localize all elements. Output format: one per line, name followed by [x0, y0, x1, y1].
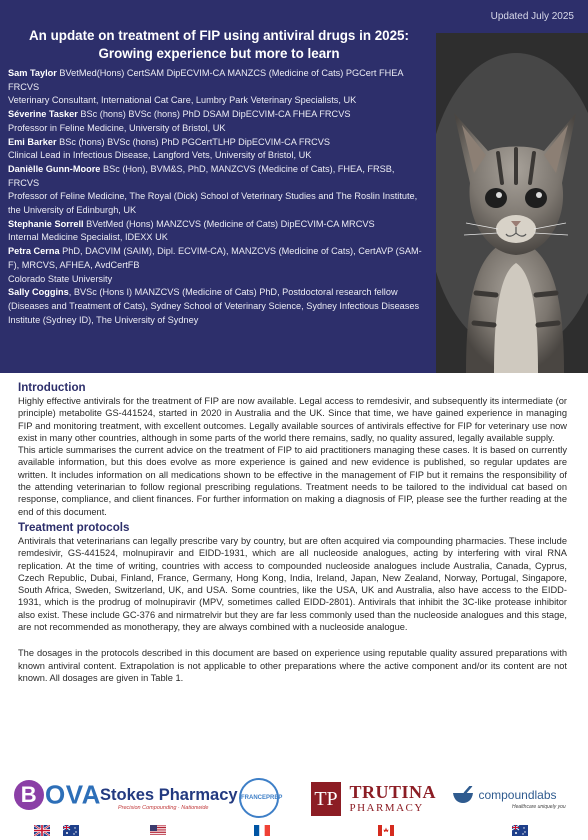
article-body: [18, 381, 567, 684]
bova-logo-mark: B: [14, 780, 44, 810]
paragraph-gap: [18, 633, 567, 647]
author-name: Emi Barker: [8, 136, 57, 147]
mortar-pestle-icon: [452, 786, 474, 804]
title-line-1: An update on treatment of FIP using antiviral drugs in 2025:: [29, 28, 409, 43]
intro-paragraph-1: Highly effective antivirals for the treatment of FIP are now available. Legal access to remdesivir, and subsequently its intermediate (or principle) metabolite GS-441524, started in 2020 in Australia and the UK. Since that time, we have gained experience in managing FIP and monitoring treatment, with excellent outcomes. Legally available sources of antivirals effective for FIP for veterinary use now exist in many other countries, although in some parts of the world there remains, sadly, no quality assured, legally available supply.: [18, 396, 567, 443]
author-role: Veterinary Consultant, International Cat Care, Lumbry Park Veterinary Specialists, UK: [8, 95, 357, 106]
kitten-illustration: [436, 33, 588, 373]
author-name: Danièlle Gunn-Moore: [8, 163, 101, 174]
author-name: Sam Taylor: [8, 68, 57, 78]
author-name: Séverine Tasker: [8, 109, 78, 120]
page-title: [8, 27, 430, 63]
stokes-pharmacy-logo: [100, 786, 238, 811]
australia-flag-icon: [512, 825, 528, 836]
header-banner: [0, 0, 588, 373]
author-quals: BSc (hons) BVSc (hons) PhD PGCertTLHP DipECVIM-CA FRCVS: [56, 136, 331, 147]
author-quals: PhD, DACVIM (SAIM), Dipl. ECVIM-CA), MANZCVS (Medicine of Cats), CertAVP (SAM-F), MRCVS, AFHEA, AvdCertFB: [8, 246, 422, 270]
author-role: Internal Medicine Specialist, IDEXX UK: [8, 232, 168, 243]
protocols-paragraph-1: Antivirals that veterinarians can legally prescribe vary by country, but are often acquired via compounding pharmacies. These include remdesivir, GS-441524, molnupiravir and EIDD-1931, which are all nucleoside analogues, acting by interfering with viral RNA replication. At the time of writing, countries with access to compounded nucleoside analogues include Australia, Canada, Cyprus, Czech Republic, Dubai, Finland, France, Germany, Hong Kong, India, Ireland, Japan, New Zealand, Norway, Portugal, Singapore, South Africa, Sweden, Switzerland, UK, and USA. Some countries, like the USA, UK and Australia, also have access to the EIDD-1931, which is the prodrug of molnupiravir (MPV, sometimes called EIDD-2801). Antivirals that inhibit the 3C-like protease inhibitor also exist. These include GC-376 and nirmatrelvir but they are far less commonly used than the nucleoside analogues and this stage, are not recommended as monotherapy, they are always combined with a nucleoside analogue.: [18, 535, 567, 633]
author-role: Professor in Feline Medicine, University of Bristol, UK: [8, 122, 226, 133]
author-entry: [8, 286, 426, 327]
bova-logo: [14, 778, 101, 811]
franceprep-logo-text: FRANCEPREP: [241, 795, 283, 801]
author-role: Clinical Lead in Infectious Disease, Langford Vets, University of Bristol, UK: [8, 150, 312, 161]
compoundlabs-logo-tagline: Healthcare uniquely you: [512, 804, 566, 811]
author-name: Sally Coggins: [8, 287, 69, 298]
australia-flag-icon: [63, 825, 79, 836]
author-entry: [8, 218, 426, 232]
stokes-logo-tagline: Precision Compounding · Nationwide: [118, 805, 209, 811]
author-quals: , BVSc (Hons I) MANZCVS (Medicine of Cats) PhD, Postdoctoral research fellow (Diseases and Treatment of Cats), Sydney School of Veterinary Science, Sydney Infectious Diseases Institute (Sydney ID), The University of Sydney: [8, 287, 420, 325]
section-heading-introduction: Introduction: [18, 381, 86, 394]
author-entry: [8, 245, 426, 272]
author-entry: [8, 136, 426, 150]
franceprep-logo: [239, 778, 283, 818]
canada-flag-icon: [378, 825, 394, 836]
france-flag-icon: [254, 825, 270, 836]
intro-paragraph-2: This article summarises the current advice on the treatment of FIP to aid practitioners managing these cases. It is based on currently available information, but this does evolve as more experience is gained and new evidence is published, so regular updates are written. It includes information on all medications shown to be effective in the management of FIP but it remains the responsibility of the attending veterinarian to follow regional prescribing regulations. Treatment needs to be tailored to the individual cat based on response, compliance, and client finances. For further information on making a diagnosis of FIP, please see the further reading at the end of this document.: [18, 445, 567, 517]
author-list: [8, 67, 426, 327]
trutina-logo-line1: TRUTINA: [349, 782, 436, 802]
compoundlabs-logo: [452, 786, 566, 810]
updated-date: Updated July 2025: [490, 11, 574, 22]
protocols-paragraph-2: The dosages in the protocols described in this document are based on experience using reputable quality assured preparations with known antiviral content. Extrapolation is not applicable to other preparations where the active component and/or its content are not known. All dosages are given in Table 1.: [18, 648, 567, 683]
sponsor-logos: [0, 776, 588, 840]
kitten-photo: [436, 33, 588, 373]
bova-logo-text: OVA: [45, 779, 101, 810]
uk-flag-icon: [34, 825, 50, 836]
trutina-logo-mark: TP: [311, 782, 341, 816]
stokes-logo-name: Stokes Pharmacy: [100, 786, 238, 804]
author-role: Colorado State University: [8, 273, 113, 284]
author-entry: [8, 67, 426, 94]
trutina-logo-line2: PHARMACY: [349, 802, 424, 814]
author-quals: BSc (Hon), BVM&S, PhD, MANZCVS (Medicine of Cats), FHEA, FRSB, FRCVS: [8, 163, 395, 188]
trutina-pharmacy-logo: [311, 782, 436, 816]
author-role: Professor of Feline Medicine, The Royal (Dick) School of Veterinary Studies and The Roslin Institute, the University of Edinburgh, UK: [8, 191, 418, 216]
section-heading-treatment-protocols: Treatment protocols: [18, 520, 130, 534]
author-entry: [8, 163, 426, 190]
author-quals: BVetMed(Hons) CertSAM DipECVIM-CA MANZCS (Medicine of Cats) PGCert FHEA FRCVS: [8, 68, 404, 92]
compoundlabs-logo-name: compoundlabs: [478, 788, 557, 802]
author-quals: BVetMed (Hons) MANZCVS (Medicine of Cats) DipECVIM-CA MRCVS: [83, 218, 375, 229]
title-line-2: Growing experience but more to learn: [98, 46, 340, 61]
usa-flag-icon: [150, 825, 166, 836]
author-entry: [8, 108, 426, 122]
author-name: Stephanie Sorrell: [8, 218, 84, 229]
trutina-logo-text: [349, 782, 436, 814]
author-name: Petra Cerna: [8, 246, 60, 257]
author-quals: BSc (hons) BVSc (hons) PhD DSAM DipECVIM-CA FHEA FRCVS: [77, 109, 351, 120]
